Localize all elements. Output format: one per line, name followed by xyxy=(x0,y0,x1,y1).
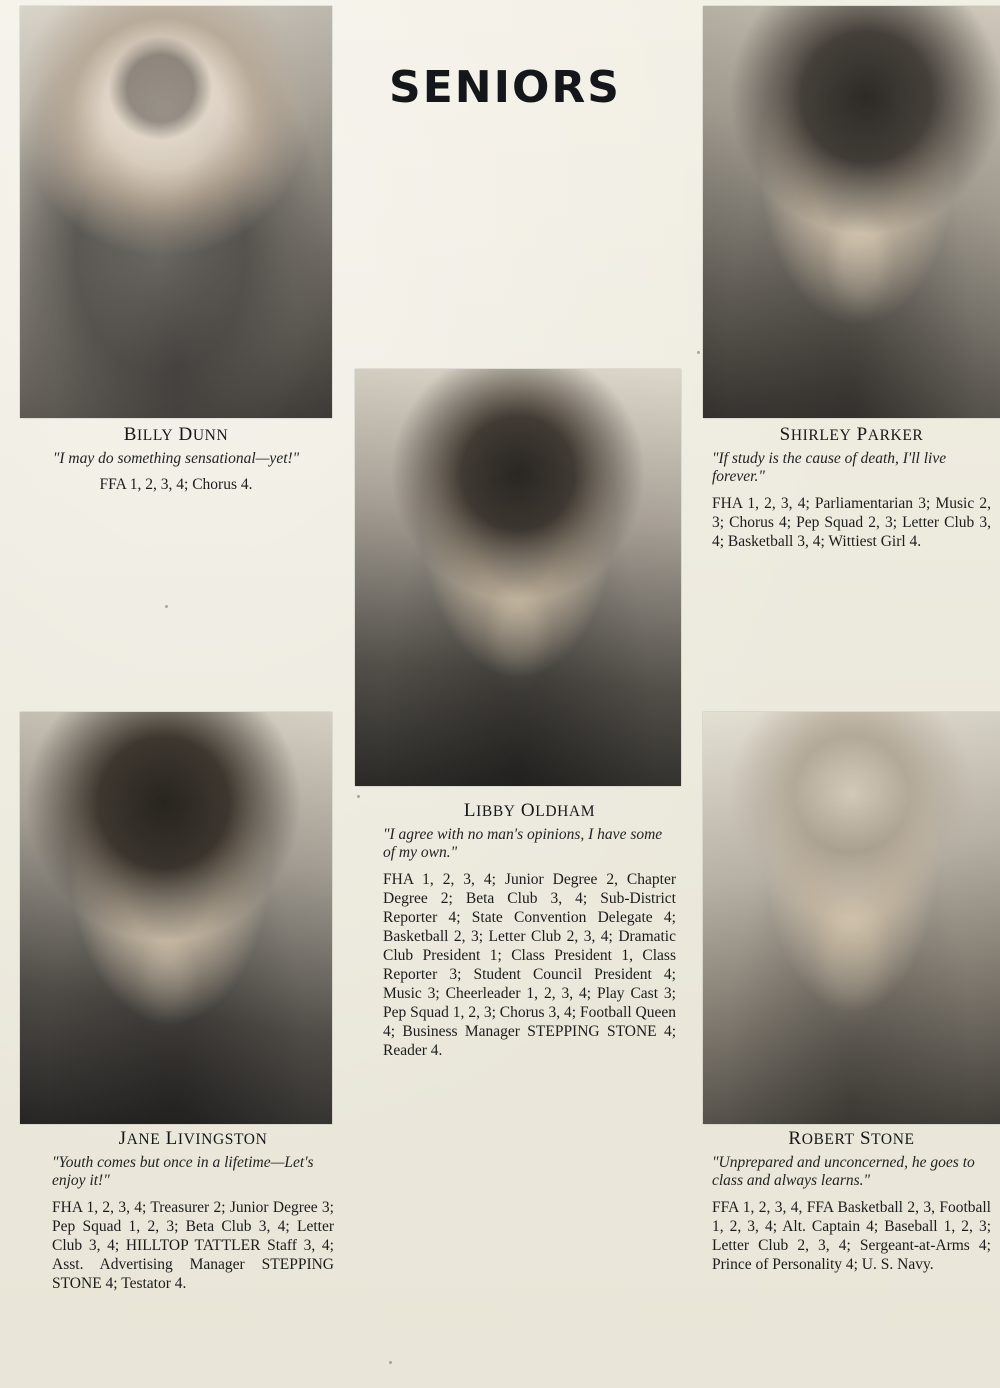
paper-speck xyxy=(697,351,700,354)
paper-speck xyxy=(389,1361,392,1364)
paper-speck xyxy=(165,605,168,608)
senior-quote: "I may do something sensational—yet!" xyxy=(52,450,300,467)
paper-speck xyxy=(357,795,360,798)
senior-name: BILLY DUNN xyxy=(123,424,229,445)
senior-entry-shirley-parker xyxy=(712,424,991,551)
page-title: SENIORS xyxy=(389,62,621,113)
senior-name: ROBERT STONE xyxy=(788,1128,915,1149)
senior-activities: FFA 1, 2, 3, 4; Chorus 4. xyxy=(99,476,253,494)
senior-quote: "I agree with no man's opinions, I have some of my own." xyxy=(383,826,663,862)
portrait-photo-shirley-parker xyxy=(703,6,1000,418)
senior-entry-billy-dunn xyxy=(20,424,332,494)
senior-quote: "If study is the cause of death, I'll live forever." xyxy=(712,450,947,486)
senior-entry-jane-livingston xyxy=(52,1128,334,1293)
senior-quote: "Youth comes but once in a lifetime—Let's enjoy it!" xyxy=(52,1154,314,1190)
senior-name: JANE LIVINGSTON xyxy=(118,1128,268,1149)
portrait-photo-robert-stone xyxy=(703,712,1000,1124)
senior-entry-libby-oldham xyxy=(383,800,676,1060)
portrait-photo-libby-oldham xyxy=(355,369,681,786)
senior-name: SHIRLEY PARKER xyxy=(779,424,924,445)
senior-activities: FHA 1, 2, 3, 4; Treasurer 2; Junior Degree 3; Pep Squad 1, 2, 3; Beta Club 3, 4; Letter Club 3, 4; HILLTOP TATTLER Staff 3, 4; Asst. Advertising Manager STEPPING STONE 4; Testator 4. xyxy=(52,1198,334,1292)
senior-name: LIBBY OLDHAM xyxy=(463,800,596,821)
portrait-photo-billy-dunn xyxy=(20,6,332,418)
senior-quote: "Unprepared and unconcerned, he goes to class and always learns." xyxy=(712,1154,975,1190)
senior-activities: FHA 1, 2, 3, 4; Parliamentarian 3; Music 2, 3; Chorus 4; Pep Squad 2, 3; Letter Club 3, 4; Basketball 3, 4; Wittiest Girl 4. xyxy=(712,494,991,550)
senior-activities: FFA 1, 2, 3, 4, FFA Basketball 2, 3, Football 1, 2, 3, 4; Alt. Captain 4; Baseball 1, 2, 3; Letter Club 2, 3, 4; Sergeant-at-Arms 4; Prince of Personality 4; U. S. Navy. xyxy=(712,1198,991,1273)
senior-entry-robert-stone xyxy=(712,1128,991,1274)
senior-activities: FHA 1, 2, 3, 4; Junior Degree 2, Chapter Degree 2; Beta Club 3, 4; Sub-District Reporter 4; State Convention Delegate 4; Basketball 2, 3; Letter Club 2, 3, 4; Dramatic Club President 1; Class President 1, Class Reporter 3; Student Council President 4; Music 3; Cheerleader 1, 2, 3, 4; Play Cast 3; Pep Squad 1, 2, 3; Chorus 3, 4; Football Queen 4; Business Manager STEPPING STONE 4; Reader 4. xyxy=(383,870,676,1060)
portrait-photo-jane-livingston xyxy=(20,712,332,1124)
